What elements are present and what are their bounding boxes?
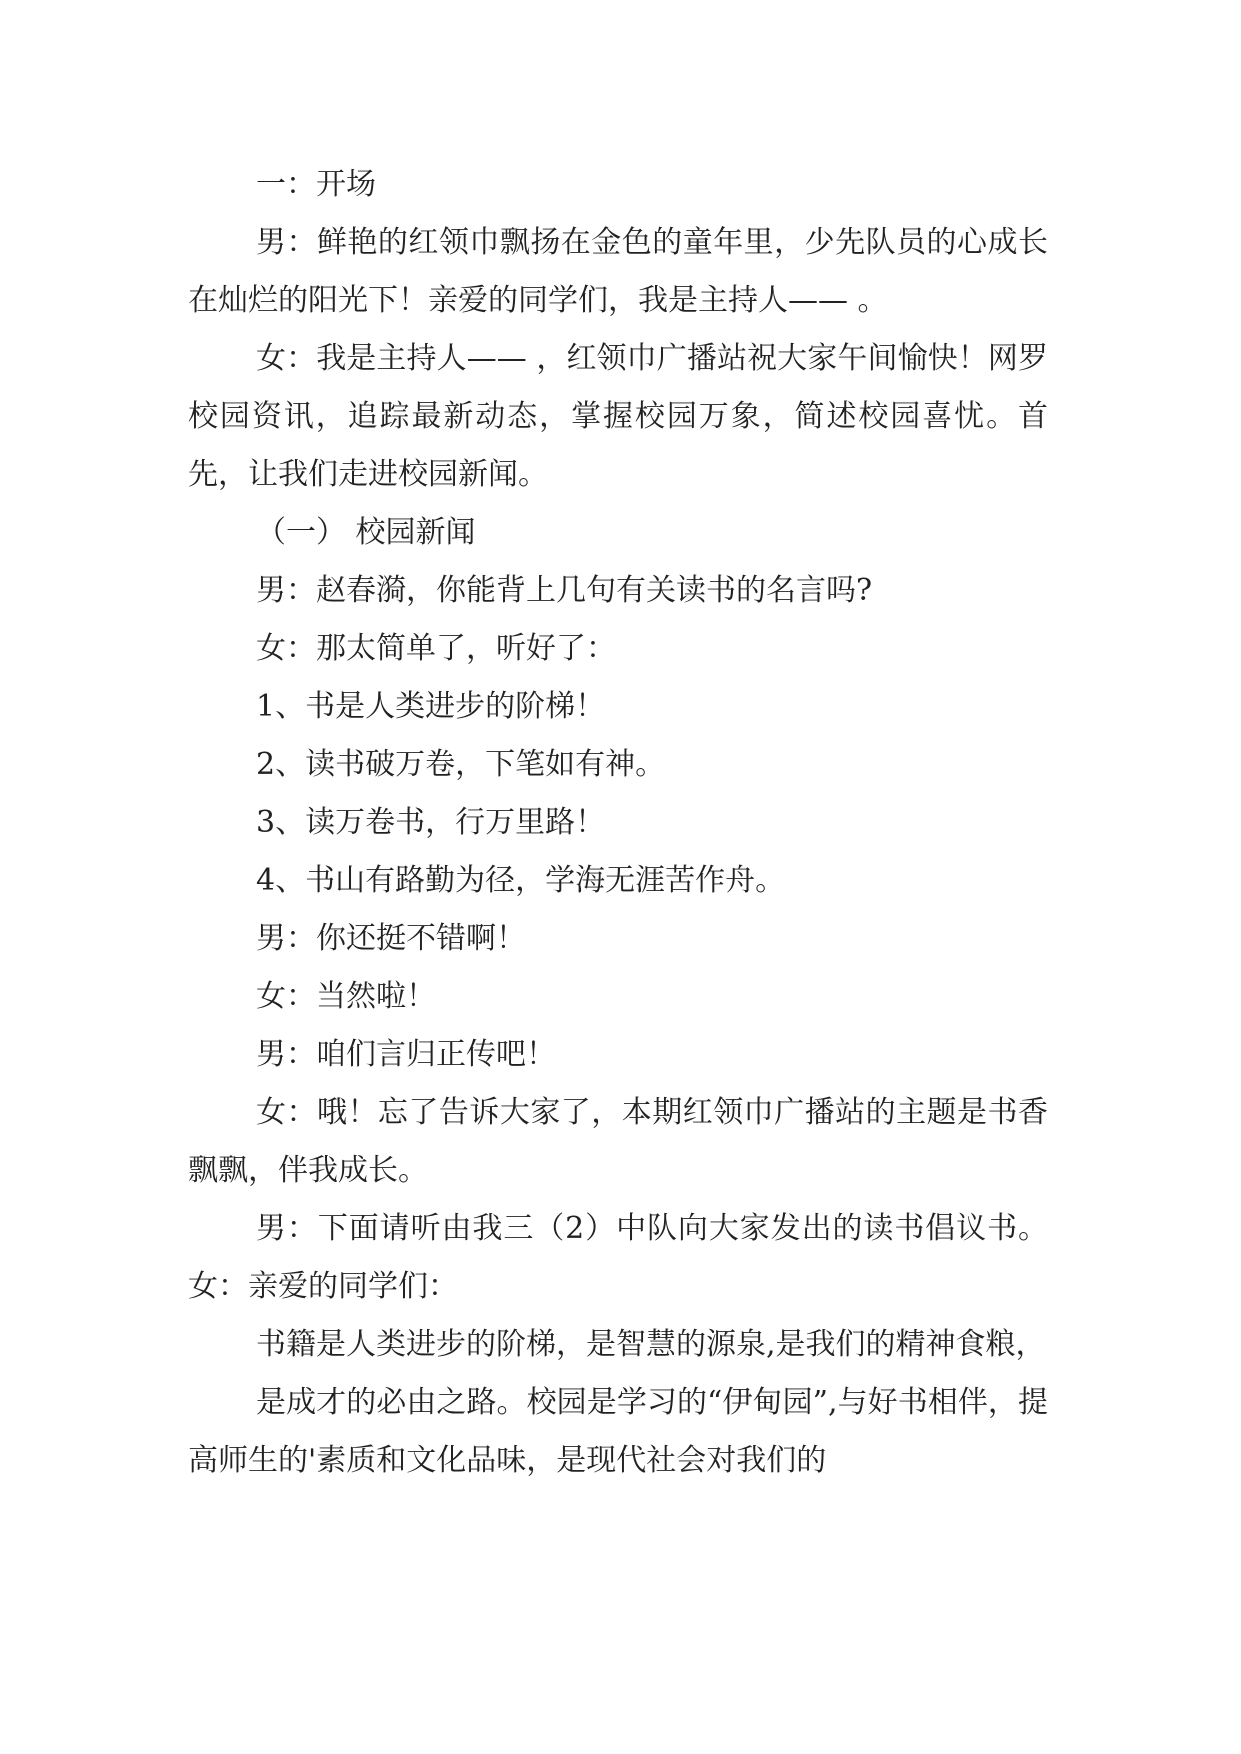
paragraph-proposal-intro: 男：下面请听由我三（2）中队向大家发出的读书倡议书。 女：亲爱的同学们： <box>188 1211 1048 1304</box>
document-body <box>188 156 1048 1490</box>
paragraph-answer-intro: 女：那太简单了，听好了： <box>256 631 616 666</box>
paragraph-theme: 女：哦！忘了告诉大家了，本期红领巾广播站的主题是书香飘飘，伴我成长。 <box>188 1095 1048 1188</box>
list-item-quote-1: 1、书是人类进步的阶梯！ <box>256 689 606 724</box>
paragraph-male-transition: 男：咱们言归正传吧！ <box>256 1037 556 1072</box>
paragraph-proposal-1: 书籍是人类进步的阶梯，是智慧的源泉,是我们的精神食粮， <box>256 1327 1046 1362</box>
paragraph-question: 男：赵春漪，你能背上几句有关读书的名言吗? <box>256 573 873 608</box>
section-heading-opening: 一：开场 <box>256 167 376 202</box>
list-item-quote-3: 3、读万卷书，行万里路！ <box>256 805 606 840</box>
paragraph-female-reply: 女：当然啦！ <box>256 979 436 1014</box>
paragraph-male-praise: 男：你还挺不错啊！ <box>256 921 526 956</box>
section-heading-campus-news: （一） 校园新闻 <box>256 515 476 550</box>
list-item-quote-4: 4、书山有路勤为径，学海无涯苦作舟。 <box>256 863 786 898</box>
list-item-quote-2: 2、读书破万卷，下笔如有神。 <box>256 747 666 782</box>
paragraph-male-host-intro: 男：鲜艳的红领巾飘扬在金色的童年里，少先队员的心成长在灿烂的阳光下！亲爱的同学们，我是主持人—— 。 <box>188 225 1048 318</box>
paragraph-proposal-2: 是成才的必由之路。校园是学习的“伊甸园”,与好书相伴，提高师生的'素质和文化品味，是现代社会对我们的 <box>188 1385 1048 1478</box>
paragraph-female-host-intro: 女：我是主持人—— ，红领巾广播站祝大家午间愉快！网罗校园资讯，追踪最新动态，掌握校园万象，简述校园喜忧。首先，让我们走进校园新闻。 <box>188 341 1048 492</box>
